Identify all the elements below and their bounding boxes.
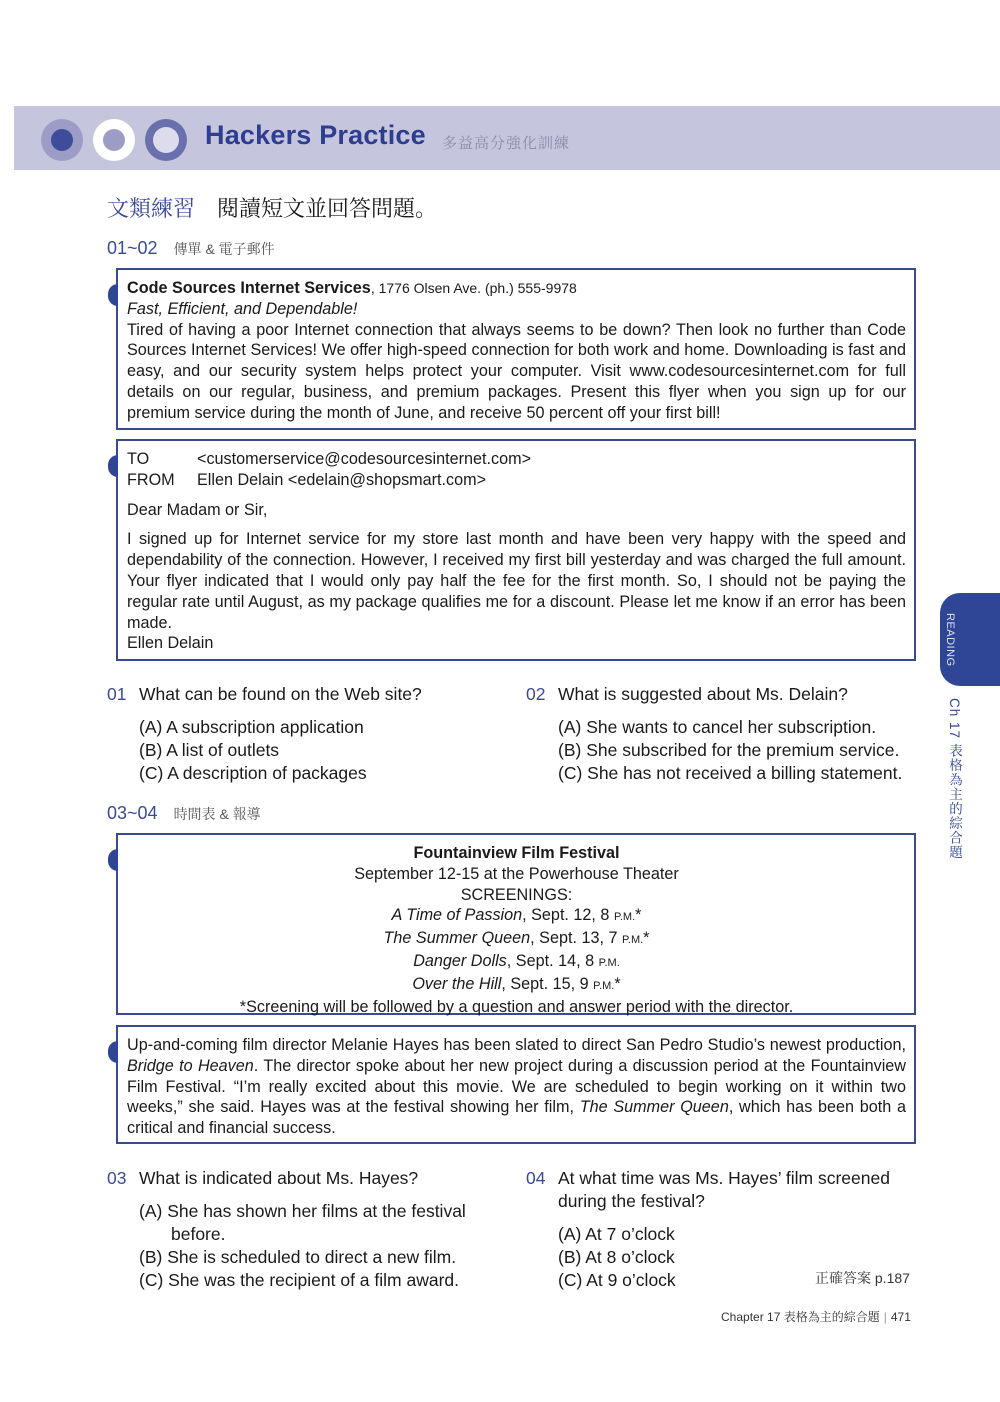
screening-film: Over the Hill [412, 974, 502, 993]
option-c[interactable]: (C) A description of packages [139, 763, 367, 783]
flyer-header [127, 278, 906, 299]
email-greeting: Dear Madam or Sir, [127, 500, 268, 519]
email-signature: Ellen Delain [127, 634, 214, 653]
group-range: 03~04 [107, 803, 158, 823]
email-from-label: FROM [127, 470, 175, 489]
option-b[interactable]: (B) She subscribed for the premium service. [558, 740, 900, 760]
option-c[interactable]: (C) At 9 o’clock [558, 1270, 676, 1290]
group-desc: 時間表 & 報導 [173, 806, 261, 822]
group-range: 01~02 [107, 238, 158, 258]
screening-when: , Sept. 14, 8 [506, 951, 599, 970]
question-number: 01 [107, 684, 127, 704]
circle-icon [145, 119, 187, 161]
question-01 [107, 683, 487, 785]
screening-film: Danger Dolls [413, 951, 507, 970]
question-number: 03 [107, 1168, 127, 1188]
screening-when: , Sept. 12, 8 [522, 906, 614, 925]
option-a[interactable]: (A) She has shown her films at the festival before. [139, 1201, 466, 1244]
page-footer: Chapter 17 表格為主的綜合題 | 471 [721, 1310, 911, 1324]
circle-icon [93, 119, 135, 161]
group-label [107, 803, 261, 824]
article-passage [116, 1025, 916, 1144]
screening-when: , Sept. 13, 7 [530, 929, 622, 948]
screening-ampm: P.M. [613, 911, 636, 924]
option-c[interactable]: (C) She has not received a billing statement. [558, 763, 903, 783]
option-a[interactable]: (A) A subscription application [139, 717, 364, 737]
question-stem: What is suggested about Ms. Delain? [558, 684, 848, 704]
group-desc: 傳單 & 電子郵件 [173, 241, 275, 257]
side-section-tab [940, 593, 1000, 686]
screening-ampm: P.M. [598, 956, 620, 969]
question-number: 04 [526, 1168, 546, 1188]
option-b[interactable]: (B) She is scheduled to direct a new film. [139, 1247, 457, 1267]
option-c[interactable]: (C) She was the recipient of a film award. [139, 1270, 459, 1290]
option-b[interactable]: (B) A list of outlets [139, 740, 280, 760]
email-body: I signed up for Internet service for my store last month and have been very happy with the speed and dependability of the connection. However, I received my first bill yesterday and was charged the full amount. Your flyer indicated that I would only pay half the fee for the first month. So, I should not be paying the regular rate until August, as my package qualifies me for a discount. Please let me know if an error has been made. [127, 530, 906, 632]
option-b[interactable]: (B) At 8 o’clock [558, 1247, 675, 1267]
email-from-row [127, 470, 906, 491]
question-number: 02 [526, 684, 546, 704]
answer-reference: 正確答案 p.187 [815, 1270, 910, 1286]
flyer-passage [116, 268, 916, 430]
flyer-company: Code Sources Internet Services [127, 279, 371, 297]
screening-ampm: P.M. [593, 979, 615, 992]
screening-mark: * [643, 929, 650, 948]
screening-mark: * [635, 906, 642, 925]
email-to-label: TO [127, 450, 150, 468]
flyer-address: , 1776 Olsen Ave. (ph.) 555-9978 [370, 280, 577, 296]
page-number: 471 [890, 1310, 911, 1324]
email-to-value: <customerservice@codesourcesinternet.com> [197, 450, 532, 468]
option-a[interactable]: (A) She wants to cancel her subscription. [558, 717, 877, 737]
schedule-note: *Screening will be followed by a question and answer period with the director. [239, 997, 794, 1016]
screening-film: A Time of Passion [391, 906, 523, 925]
section-instruction: 閱讀短文並回答問題。 [217, 196, 438, 221]
banner-title: Hackers Practice [205, 120, 426, 150]
article-text: Up-and-coming film director Melanie Hayes has been slated to direct San Pedro Studio’s newest production, [127, 1036, 906, 1054]
email-to-row [127, 449, 906, 470]
section-category: 文類練習 [107, 196, 196, 221]
circle-icon [41, 119, 83, 161]
screening-row [127, 905, 906, 928]
screening-ampm: P.M. [621, 934, 644, 947]
screening-row [127, 928, 906, 951]
question-03 [107, 1167, 487, 1292]
schedule-title: Fountainview Film Festival [413, 844, 620, 862]
flyer-body: Tired of having a poor Internet connection that always seems to be down? Then look no further than Code Sources Internet Services! We offer high-speed connection for both work and home. Downloading is fast and easy, and our security system helps protect your computer. Visit www.codesourcesinternet.com for full details on our regular, business, and premium packages. Present this flyer when you sign up for our premium service during the month of June, and receive 50 percent off your first bill! [127, 320, 906, 422]
screening-row [127, 974, 906, 997]
practice-banner [14, 106, 1000, 170]
article-text: . The director spoke about her new project during a discussion period at the Fountainview Film Festival. “I’m really excited about this movie. We are scheduled to begin working on it within two weeks,” she said. Hayes was at the festival showing her film, [127, 1056, 906, 1117]
passage-tab-marker [108, 284, 118, 306]
passage-tab-marker [108, 455, 118, 477]
flyer-slogan: Fast, Efficient, and Dependable! [127, 299, 358, 318]
question-stem: What is indicated about Ms. Hayes? [139, 1168, 419, 1188]
option-a[interactable]: (A) At 7 o’clock [558, 1224, 675, 1244]
question-02 [526, 683, 926, 785]
section-title [107, 192, 437, 223]
passage-tab-marker [108, 849, 118, 871]
screening-when: , Sept. 15, 9 [501, 974, 594, 993]
email-passage [116, 439, 916, 661]
group-label [107, 238, 275, 259]
screening-mark: * [614, 974, 621, 993]
article-film-title: The Summer Queen [579, 1098, 729, 1117]
schedule-dates: September 12-15 at the Powerhouse Theater [354, 864, 679, 883]
banner-subtitle: 多益高分強化訓練 [442, 135, 571, 152]
schedule-passage [116, 833, 916, 1015]
screening-row [127, 951, 906, 974]
screening-film: The Summer Queen [383, 929, 531, 948]
email-from-value: Ellen Delain <edelain@shopsmart.com> [197, 470, 487, 489]
article-text: , which has been both a critical and financial success. [127, 1098, 907, 1138]
schedule-heading: SCREENINGS: [460, 885, 573, 904]
footer-chapter: Chapter 17 表格為主的綜合題 [721, 1310, 880, 1324]
side-chapter-label: Ch 17 表格為主的綜合題 [947, 698, 962, 860]
article-film-title: Bridge to Heaven [127, 1056, 254, 1075]
side-tab-label: READING [944, 613, 956, 667]
question-stem: What can be found on the Web site? [139, 684, 422, 704]
question-stem: At what time was Ms. Hayes’ film screened during the festival? [558, 1168, 890, 1211]
passage-tab-marker [108, 1041, 118, 1063]
